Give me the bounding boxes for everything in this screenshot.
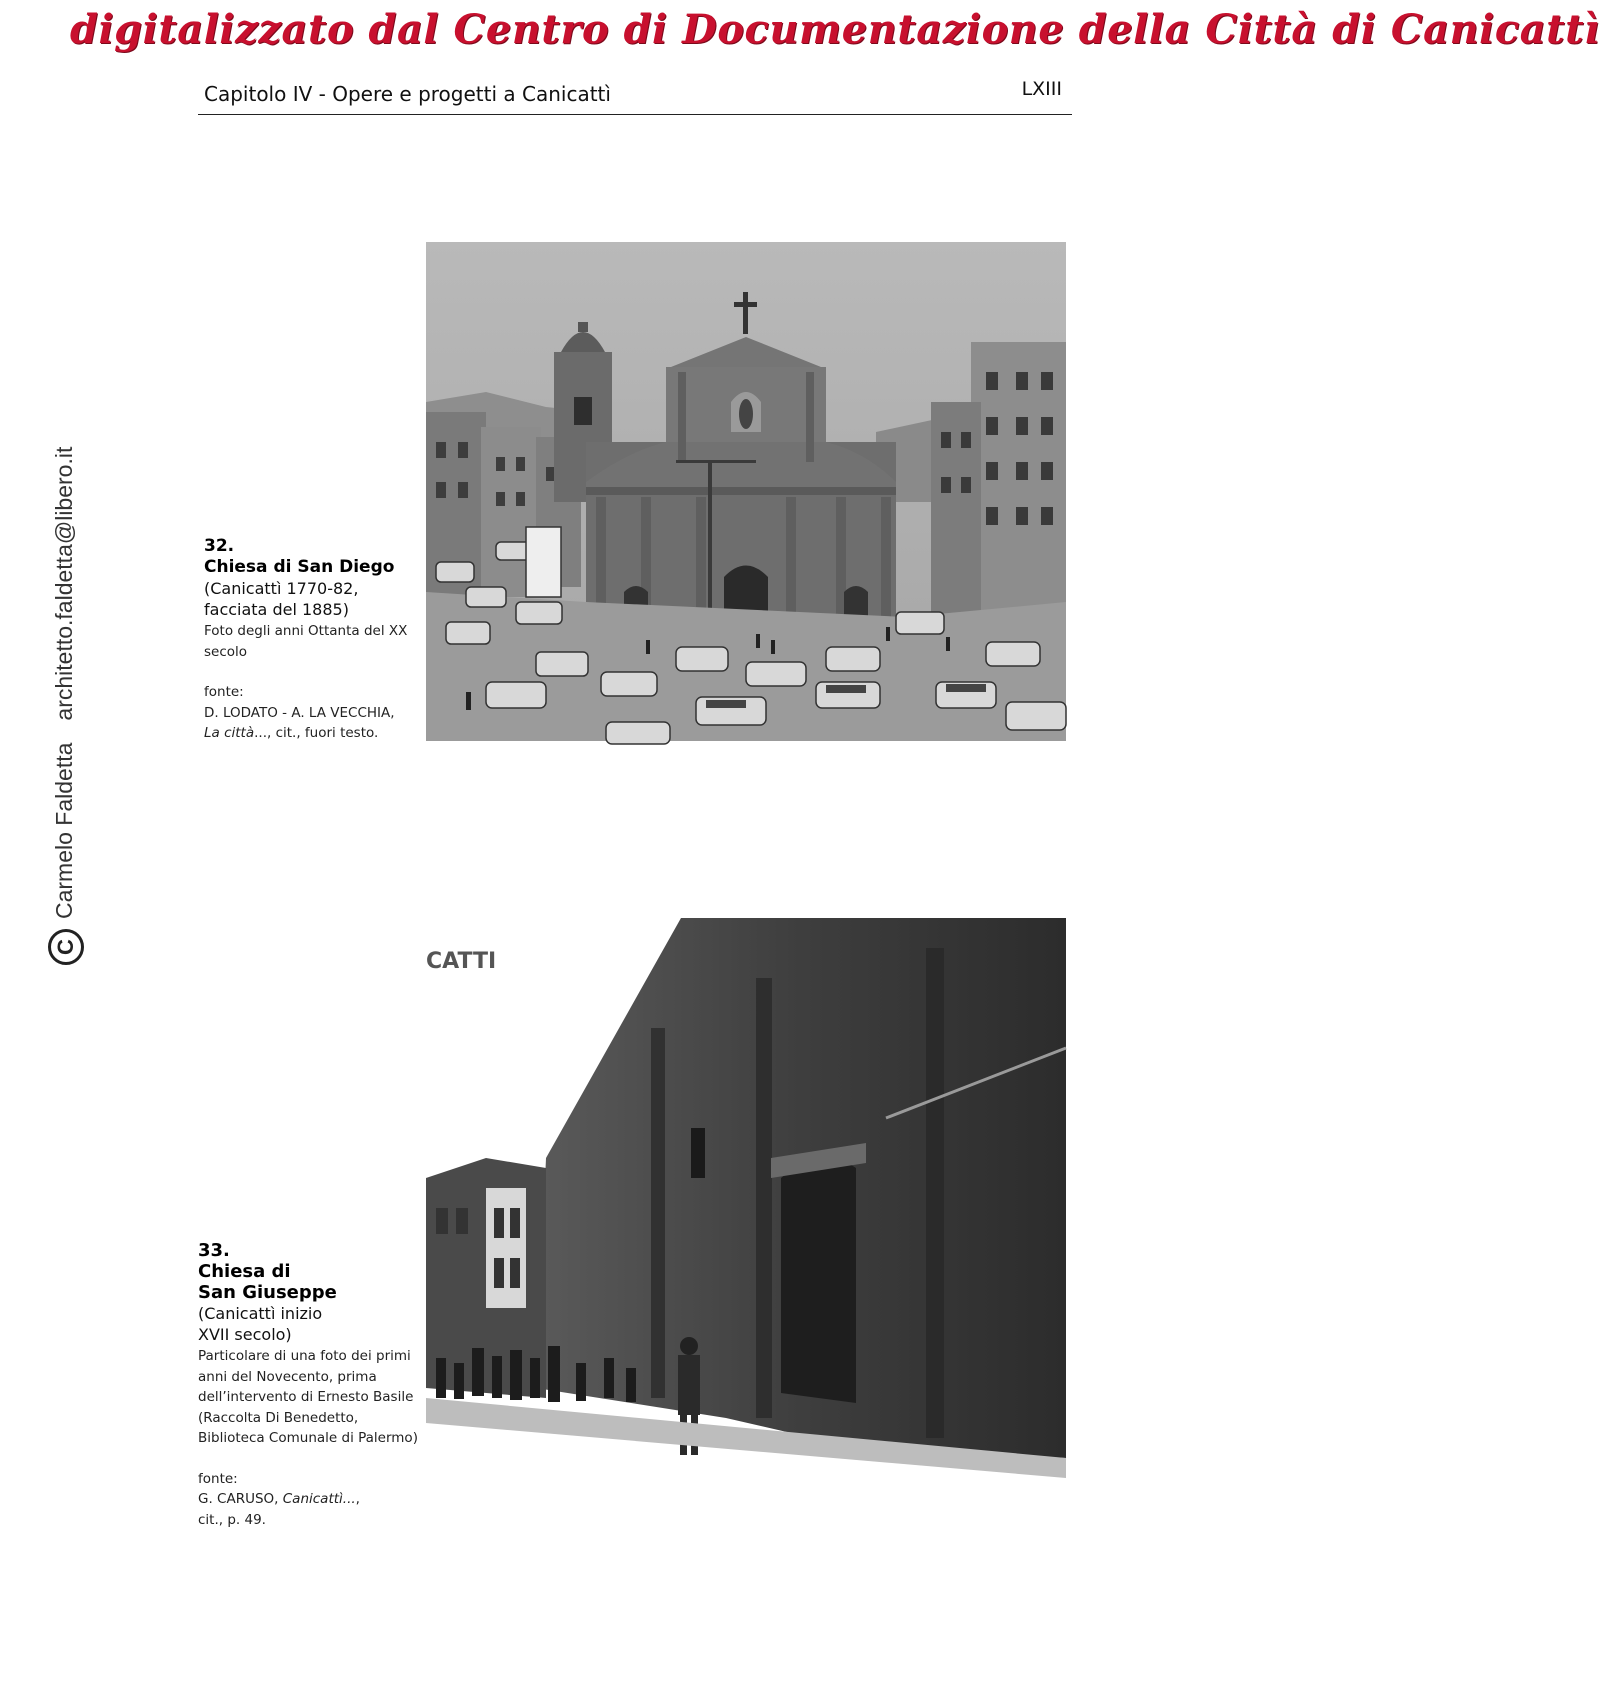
figure-title: Chiesa di San Diego [204, 557, 395, 577]
digitization-banner: digitalizzato dal Centro di Documentazione della Città di Canicattì [70, 6, 1600, 53]
photo-chiesa-san-diego [426, 242, 1066, 741]
source-page: cit., p. 49. [198, 1511, 266, 1528]
source-italic-title: Canicattì... [282, 1491, 356, 1507]
figure-description: Foto degli anni Ottanta del XX secolo [204, 623, 408, 660]
figure-dates-line2: facciata del 1885) [204, 600, 349, 619]
source-citation-rest: , [355, 1491, 360, 1507]
source-author: G. CARUSO, [198, 1491, 279, 1507]
source-citation [198, 1489, 428, 1510]
figure-source [204, 682, 434, 744]
figure-title-line1: Chiesa di [198, 1261, 291, 1282]
figure-title-line2: San Giuseppe [198, 1282, 337, 1303]
figure-source [198, 1469, 428, 1531]
page-number: LXIII [1021, 78, 1062, 100]
header-rule [198, 114, 1072, 115]
author-email: architetto.faldetta@libero.it [51, 446, 78, 721]
source-citation-rest: ..., cit., fuori testo. [254, 725, 379, 741]
photo-chiesa-san-diego-image [426, 242, 1066, 741]
photo-chiesa-san-giuseppe-image [426, 918, 1066, 1508]
source-citation [204, 723, 434, 744]
figure-description: Particolare di una foto dei primi anni del Novecento, prima dell’intervento di Ernesto Basile (Raccolta Di Benedetto, Biblioteca Comunale di Palermo) [198, 1348, 418, 1446]
source-italic-title: La città [204, 725, 255, 741]
figure-number: 32. [204, 536, 235, 556]
caption-figure-33 [198, 1240, 428, 1530]
author-name: Carmelo Faldetta [51, 742, 78, 919]
side-copyright-credit [48, 447, 84, 965]
photo-sign-text: CATTI [426, 949, 497, 974]
photo-chiesa-san-giuseppe [426, 918, 1066, 1508]
source-label: fonte: [198, 1470, 238, 1487]
copyright-icon: C [48, 929, 84, 965]
figure-dates-line1: (Canicattì inizio [198, 1304, 323, 1323]
figure-number: 33. [198, 1240, 230, 1261]
source-label: fonte: [204, 684, 244, 700]
figure-dates-line2: XVII secolo) [198, 1325, 292, 1344]
chapter-title: Capitolo IV - Opere e progetti a Canicattì [204, 82, 611, 106]
caption-figure-32 [204, 536, 434, 744]
source-authors: D. LODATO - A. LA VECCHIA, [204, 704, 395, 721]
figure-dates-line1: (Canicattì 1770-82, [204, 579, 359, 598]
